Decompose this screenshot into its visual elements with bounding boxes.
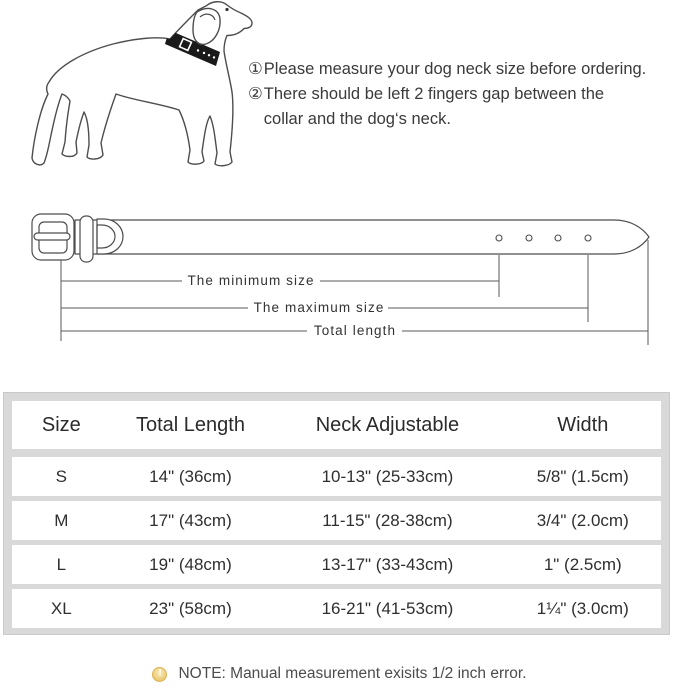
size-cell: M xyxy=(54,510,69,530)
measurement-note xyxy=(0,665,679,683)
instruction-item-1 xyxy=(248,57,678,82)
size-cell: XL xyxy=(50,598,72,618)
instruction-item-2 xyxy=(248,82,678,132)
total-length-label: Total length xyxy=(313,323,397,338)
minimum-size-label: The minimum size xyxy=(187,273,315,288)
neck-adjustable-cell: 13-17" (33-43cm) xyxy=(321,554,454,574)
width-cell: 5/8" (1.5cm) xyxy=(536,466,629,486)
header-neck-adjustable: Neck Adjustable xyxy=(315,413,460,436)
belt-buckle-prong xyxy=(34,233,70,240)
header-total-length: Total Length xyxy=(135,413,245,436)
neck-adjustable-cell: 16-21" (41-53cm) xyxy=(321,598,454,618)
table-row-l xyxy=(12,545,661,584)
header-size: Size xyxy=(41,413,81,436)
table-header-row xyxy=(12,401,661,449)
instruction-2-number: ② xyxy=(248,85,263,103)
total-length-cell: 23" (58cm) xyxy=(149,598,232,618)
width-cell: 3/4" (2.0cm) xyxy=(536,510,629,530)
belt-strap xyxy=(75,220,649,254)
width-cell: 1¼" (3.0cm) xyxy=(536,598,629,618)
size-cell: S xyxy=(55,466,67,486)
collar-measurement-diagram xyxy=(0,195,679,355)
neck-adjustable-cell: 11-15" (28-38cm) xyxy=(322,510,453,530)
dog-eye xyxy=(225,8,228,11)
dog-illustration xyxy=(18,0,262,200)
instruction-2-line1: There should be left 2 fingers gap between the xyxy=(263,85,605,103)
note-text: NOTE: Manual measurement exisits 1/2 inch error. xyxy=(178,665,527,682)
neck-adjustable-cell: 10-13" (25-33cm) xyxy=(321,466,454,486)
table-row-xl xyxy=(12,589,661,628)
measuring-instructions xyxy=(248,57,678,132)
belt-keeper-loop xyxy=(80,216,93,262)
size-cell: L xyxy=(56,554,67,574)
instruction-1-number: ① xyxy=(248,60,263,78)
total-length-cell: 19" (48cm) xyxy=(149,554,232,574)
total-length-cell: 14" (36cm) xyxy=(149,466,232,486)
instruction-1-text: Please measure your dog neck size before ordering. xyxy=(263,60,647,78)
header-width: Width xyxy=(557,413,609,436)
instruction-2-line2: collar and the dog‘s neck. xyxy=(263,110,451,128)
exclamation-icon: ! xyxy=(152,667,167,682)
maximum-size-label: The maximum size xyxy=(253,300,385,315)
size-chart-table xyxy=(3,392,670,635)
total-length-cell: 17" (43cm) xyxy=(149,510,232,530)
table-row-m xyxy=(12,501,661,540)
table-row-s xyxy=(12,457,661,496)
width-cell: 1" (2.5cm) xyxy=(543,554,622,574)
